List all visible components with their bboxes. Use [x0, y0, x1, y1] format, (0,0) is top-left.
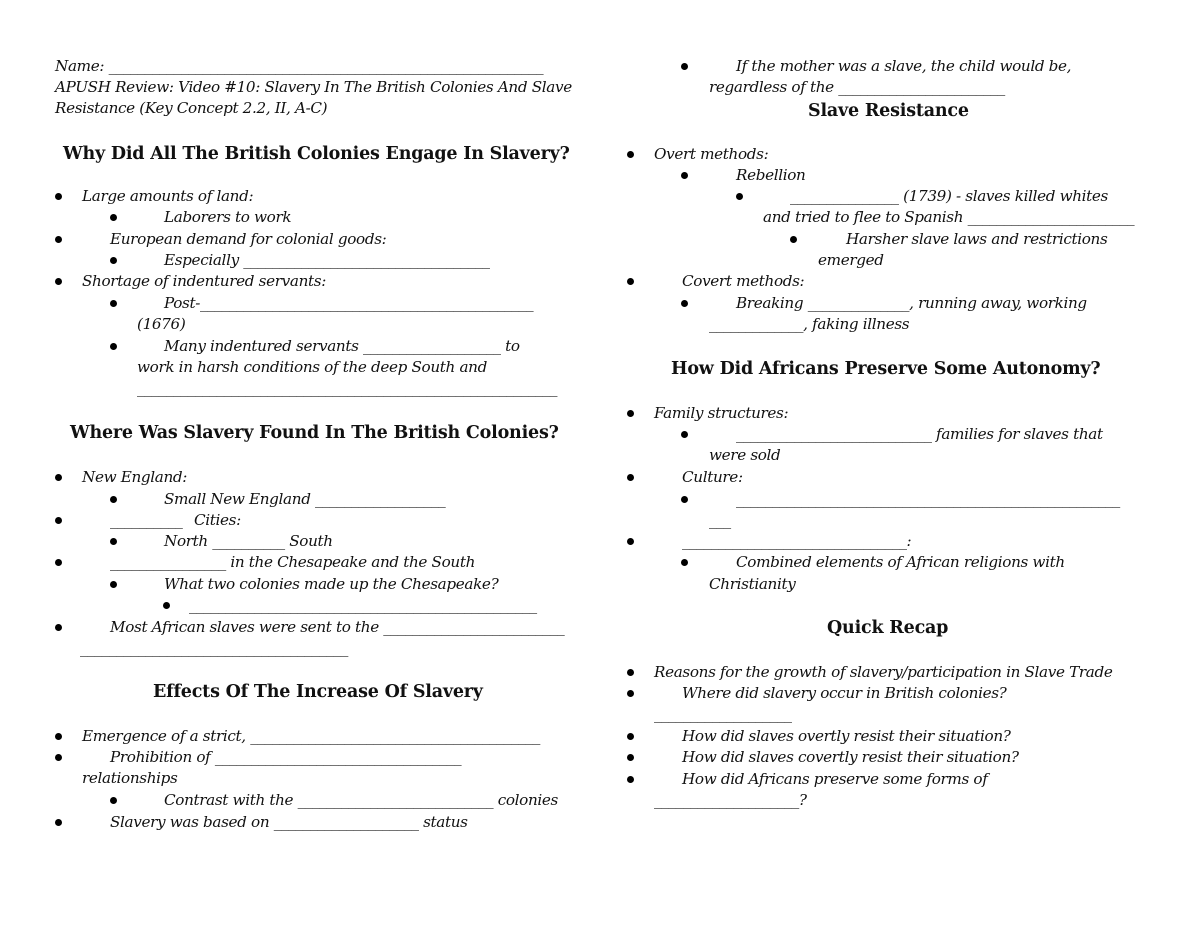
item-european-demand: European demand for colonial goods: [110, 230, 387, 248]
item-shortage: Shortage of indentured servants: [82, 272, 326, 290]
recap-where-blank: ___________________ [654, 705, 792, 723]
item-most-african-slaves: Most African slaves were sent to the _________________________ [110, 618, 565, 636]
bullet-icon [736, 193, 743, 200]
bullet-icon [55, 236, 62, 243]
bullet-icon [627, 776, 634, 783]
bullet-icon [55, 474, 62, 481]
item-faking-illness: _____________, faking illness [709, 315, 910, 333]
recap-overtly: How did slaves overtly resist their situation? [682, 727, 1011, 745]
item-harsh-conditions: work in harsh conditions of the deep South and [137, 358, 487, 376]
item-culture: Culture: [682, 468, 743, 486]
bullet-icon [627, 754, 634, 761]
item-contrast: Contrast with the ___________________________ colonies [164, 791, 558, 809]
item-family-structures: Family structures: [654, 404, 789, 422]
item-what-two-blank: ________________________________________________ [189, 596, 537, 614]
item-covert-methods: Covert methods: [682, 272, 805, 290]
recap-preserve-blank: ____________________? [654, 791, 807, 809]
bullet-icon [790, 236, 797, 243]
heading-why-slavery: Why Did All The British Colonies Engage In Slavery? [63, 144, 570, 164]
item-religion-blank: _______________________________: [682, 532, 912, 550]
item-christianity: Christianity [709, 575, 796, 593]
bullet-icon [110, 797, 117, 804]
item-stono-1739: _______________ (1739) - slaves killed whites [790, 187, 1109, 205]
bullet-icon [110, 300, 117, 307]
heading-where-slavery: Where Was Slavery Found In The British Colonies? [70, 423, 559, 443]
item-new-england: New England: [82, 468, 188, 486]
item-breaking: Breaking ______________, running away, working [736, 294, 1087, 312]
bullet-icon [55, 517, 62, 524]
item-combined-religions: Combined elements of African religions with [736, 553, 1065, 571]
item-many-servants: Many indentured servants ___________________ to [164, 337, 520, 355]
bullet-icon [110, 538, 117, 545]
item-were-sold: were sold [709, 446, 781, 464]
item-post-year: (1676) [137, 315, 186, 333]
item-especially: Especially __________________________________ [164, 251, 490, 269]
item-north-south: North __________ South [164, 532, 333, 550]
bullet-icon [110, 496, 117, 503]
recap-reasons: Reasons for the growth of slavery/participation in Slave Trade [654, 663, 1113, 681]
item-based-on: Slavery was based on ____________________ status [110, 813, 468, 831]
item-rebellion: Rebellion [736, 166, 806, 184]
item-flee-spanish: and tried to flee to Spanish _______________________ [763, 208, 1135, 226]
item-overt-methods: Overt methods: [654, 145, 769, 163]
heading-slave-resistance: Slave Resistance [808, 101, 969, 121]
bullet-icon [681, 63, 688, 70]
bullet-icon [681, 496, 688, 503]
bullet-icon [110, 214, 117, 221]
bullet-icon [110, 581, 117, 588]
item-chesapeake: ________________ in the Chesapeake and the South [110, 553, 476, 571]
bullet-icon [163, 602, 170, 609]
item-post: Post-______________________________________________ [164, 294, 534, 312]
item-laborers: Laborers to work [164, 208, 292, 226]
bullet-icon [55, 193, 62, 200]
bullet-icon [55, 624, 62, 631]
item-small-new-england: Small New England __________________ [164, 490, 446, 508]
item-harsher-laws: Harsher slave laws and restrictions [846, 230, 1108, 248]
item-regardless: regardless of the _______________________ [709, 78, 1005, 96]
bullet-icon [681, 300, 688, 307]
item-what-two-colonies: What two colonies made up the Chesapeake? [164, 575, 499, 593]
bullet-icon [627, 690, 634, 697]
name-line: Name: ____________________________________________________________ [55, 57, 544, 75]
bullet-icon [55, 278, 62, 285]
bullet-icon [55, 754, 62, 761]
bullet-icon [681, 172, 688, 179]
worksheet-title-line-1: APUSH Review: Video #10: Slavery In The British Colonies And Slave [55, 78, 572, 96]
bullet-icon [627, 410, 634, 417]
recap-where: Where did slavery occur in British colonies? [682, 684, 1007, 702]
bullet-icon [627, 733, 634, 740]
heading-quick-recap: Quick Recap [827, 618, 949, 638]
heading-autonomy: How Did Africans Preserve Some Autonomy? [671, 359, 1101, 379]
bullet-icon [627, 474, 634, 481]
item-culture-blank: _____________________________________________________ [736, 490, 1120, 508]
recap-preserve: How did Africans preserve some forms of [682, 770, 988, 788]
item-culture-blank-tail: ___ [709, 511, 731, 529]
bullet-icon [55, 559, 62, 566]
heading-effects: Effects Of The Increase Of Slavery [153, 682, 483, 702]
recap-covertly: How did slaves covertly resist their situation? [682, 748, 1019, 766]
bullet-icon [55, 733, 62, 740]
bullet-icon [627, 151, 634, 158]
bullet-icon [55, 819, 62, 826]
item-most-african-blank: _____________________________________ [80, 639, 349, 657]
bullet-icon [627, 278, 634, 285]
item-prohibition: Prohibition of __________________________________ [110, 748, 462, 766]
item-harsh-conditions-blank: __________________________________________________________ [137, 379, 558, 397]
bullet-icon [627, 538, 634, 545]
bullet-icon [681, 559, 688, 566]
item-families-for-slaves: ___________________________ families for slaves that [736, 425, 1103, 443]
item-cities-blank: __________ [110, 511, 183, 529]
item-large-land: Large amounts of land: [82, 187, 254, 205]
bullet-icon [110, 343, 117, 350]
item-mother-slave: If the mother was a slave, the child would be, [736, 57, 1072, 75]
bullet-icon [627, 669, 634, 676]
item-relationships: relationships [82, 769, 178, 787]
item-cities: Cities: [194, 511, 241, 529]
worksheet-title-line-2: Resistance (Key Concept 2.2, II, A-C) [55, 99, 328, 117]
bullet-icon [110, 257, 117, 264]
item-emergence: Emergence of a strict, ________________________________________ [82, 727, 541, 745]
bullet-icon [681, 431, 688, 438]
item-emerged: emerged [818, 251, 884, 269]
